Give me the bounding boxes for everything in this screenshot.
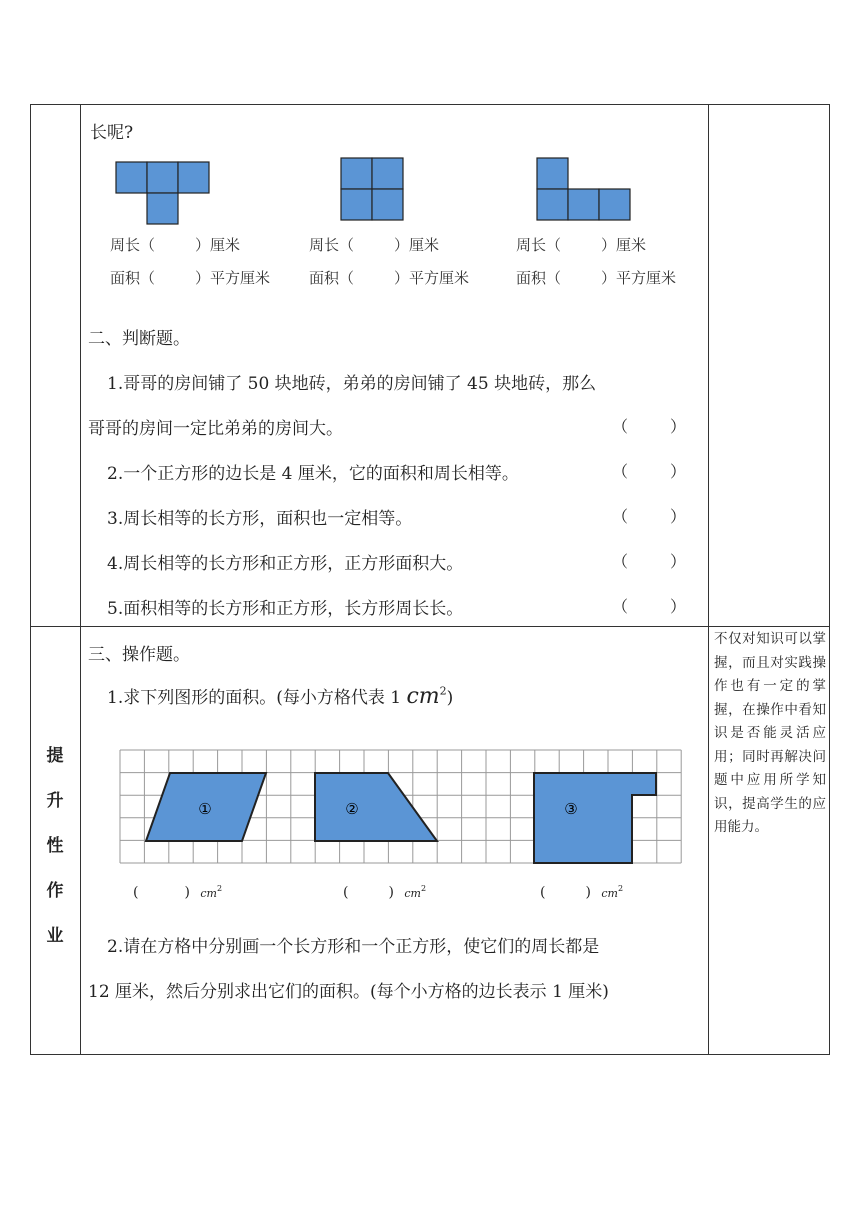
category-char-5: 业 [46,926,64,946]
table-border-middle [30,626,830,627]
judge-q1-line1: 1.哥哥的房间铺了 50 块地砖，弟弟的房间铺了 45 块地砖，那么 [107,374,597,394]
shape3-area-label: 面积（ ）平方厘米 [516,269,677,287]
judge-q5-answer-close: ） [670,597,687,616]
grid-answer-1: ( ) $cm^2$ [133,884,223,901]
table-border-left [30,104,31,1055]
ops-heading: 三、操作题。 [88,645,190,665]
table-border-right [829,104,830,1055]
shape-number-2: ② [345,800,359,818]
l-shape-figure [537,158,633,224]
judge-q5-answer-open: （ [612,597,629,616]
judge-q5: 5.面积相等的长方形和正方形，长方形周长长。 [107,599,464,619]
shape-number-1: ① [198,800,212,818]
ops-q1-unit: $cm^2$ [406,684,447,709]
judge-q4: 4.周长相等的长方形和正方形，正方形面积大。 [107,554,464,574]
judge-q3: 3.周长相等的长方形，面积也一定相等。 [107,509,413,529]
trapezoid-shape [315,773,437,841]
table-border-top [30,104,830,105]
square-figure [341,158,407,224]
grid-answer-2: ( ) $cm^2$ [343,884,427,901]
table-divider-col1 [80,104,81,1055]
ops-q2-line2: 12 厘米，然后分别求出它们的面积。(每个小方格的边长表示 1 厘米) [88,982,609,1002]
table-divider-col2 [708,104,709,1055]
shape3-perimeter-label: 周长（ ）厘米 [516,236,647,254]
judge-q1-answer-close: ） [670,417,687,436]
judge-q2: 2.一个正方形的边长是 4 厘米，它的面积和周长相等。 [107,464,519,484]
shape2-area-label: 面积（ ）平方厘米 [309,269,470,287]
judge-q4-answer-open: （ [612,552,629,571]
judge-q1-answer-open: （ [612,417,629,436]
shape2-perimeter-label: 周长（ ）厘米 [309,236,440,254]
t-shape-figure [116,162,212,228]
shape1-area-label: 面积（ ）平方厘米 [110,269,271,287]
shape1-perimeter-label: 周长（ ）厘米 [110,236,241,254]
judge-q3-answer-open: （ [612,507,629,526]
grid-answer-3: ( ) $cm^2$ [540,884,624,901]
ops-q2-line1: 2.请在方格中分别画一个长方形和一个正方形，使它们的周长都是 [107,937,600,957]
ops-q1: 1.求下列图形的面积。(每小方格代表 1 $cm^2$) [107,684,454,709]
judge-q2-answer-close: ） [670,462,687,481]
judge-q4-answer-close: ） [670,552,687,571]
category-char-4: 作 [46,881,64,901]
category-char-3: 性 [46,836,64,856]
continuation-text: 长呢? [90,123,134,143]
judge-q1-line2: 哥哥的房间一定比弟弟的房间大。 [88,419,343,439]
category-char-2: 升 [46,791,64,811]
category-char-1: 提 [46,746,64,766]
judge-heading: 二、判断题。 [88,329,190,349]
area-grid [120,750,682,864]
teaching-note: 不仅对知识可以掌握，而且对实践操作也有一定的掌握，在操作中看知识是否能灵活应用；同时再解决问题中应用所学知识，提高学生的应用能力。 [714,631,826,835]
shape-number-3: ③ [564,800,578,818]
judge-q3-answer-close: ） [670,507,687,526]
judge-q2-answer-open: （ [612,462,629,481]
table-border-bottom [30,1054,830,1055]
